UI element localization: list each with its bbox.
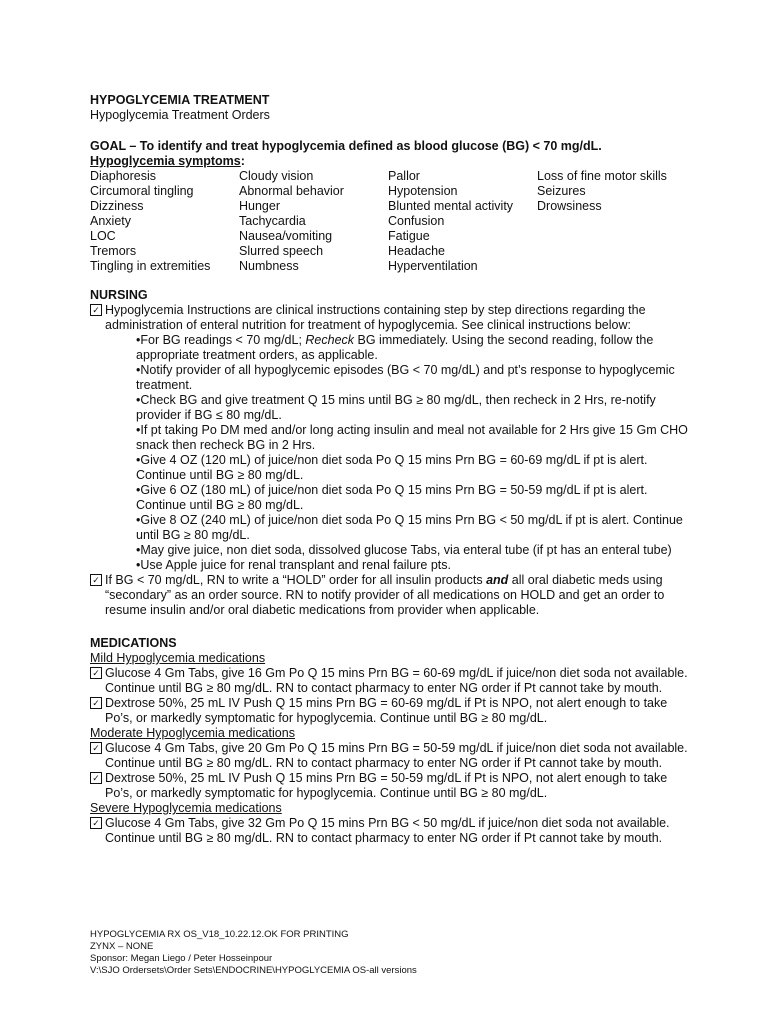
symptom-cell: Hyperventilation [388, 259, 478, 273]
symptom-cell: Loss of fine motor skills [537, 169, 667, 183]
symptom-cell: Tingling in extremities [90, 259, 211, 273]
symptom-cell: Dizziness [90, 199, 144, 213]
medications-heading: MEDICATIONS [90, 636, 177, 650]
list-item: •May give juice, non diet soda, dissolved glucose Tabs, via enteral tube (if pt has an enteral tube) [136, 543, 672, 557]
symptom-cell: LOC [90, 229, 116, 243]
severe-med-order-1: ✓ Glucose 4 Gm Tabs, give 32 Gm Po Q 15 mins Prn BG < 50 mg/dL if juice/non diet soda not available. Continue until BG ≥ 80 mg/dL. RN to contact pharmacy to enter NG order if Pt cannot take by mouth. [90, 816, 690, 846]
symptom-cell: Abnormal behavior [239, 184, 344, 198]
symptoms-heading-line: Hypoglycemia symptoms: [90, 154, 245, 168]
symptoms-heading: Hypoglycemia symptoms [90, 154, 241, 168]
symptom-cell: Pallor [388, 169, 420, 183]
list-item: •Notify provider of all hypoglycemic episodes (BG < 70 mg/dL) and pt’s response to hypoglycemic treatment. [136, 363, 675, 392]
symptom-cell: Blunted mental activity [388, 199, 514, 213]
symptom-cell [537, 259, 686, 274]
symptom-cell [537, 229, 686, 244]
list-item: •Give 8 OZ (240 mL) of juice/non diet soda Po Q 15 mins Prn BG < 50 mg/dL if pt is alert. Continue until BG ≥ 80 mg/dL. [136, 513, 683, 542]
symptom-cell: Numbness [239, 259, 299, 273]
moderate-med-order-2: ✓ Dextrose 50%, 25 mL IV Push Q 15 mins Prn BG = 50-59 mg/dL if Pt is NPO, not alert enough to take Po’s, or markedly symptomatic for hypoglycemia. Continue until BG ≥ 80 mg/dL. [90, 771, 690, 801]
document-footer [90, 929, 417, 977]
symptom-cell: Headache [388, 244, 445, 258]
symptom-cell: Nausea/vomiting [239, 229, 333, 243]
mild-medications-heading: Mild Hypoglycemia medications [90, 651, 266, 665]
symptom-cell: Hunger [239, 199, 280, 213]
nursing-heading: NURSING [90, 288, 148, 302]
footer-line: ZYNX – NONE [90, 941, 154, 952]
checked-checkbox-icon[interactable]: ✓ [90, 304, 102, 316]
checked-checkbox-icon[interactable]: ✓ [90, 817, 102, 829]
symptom-cell: Tachycardia [239, 214, 306, 228]
symptom-cell: Diaphoresis [90, 169, 157, 183]
symptom-cell: Slurred speech [239, 244, 324, 258]
document-subtitle: Hypoglycemia Treatment Orders [90, 108, 270, 122]
list-item: •Give 4 OZ (120 mL) of juice/non diet soda Po Q 15 mins Prn BG = 60-69 mg/dL if pt is alert. Continue until BG ≥ 80 mg/dL. [136, 453, 648, 482]
mild-med-order-1: ✓ Glucose 4 Gm Tabs, give 16 Gm Po Q 15 mins Prn BG = 60-69 mg/dL if juice/non diet soda not available. Continue until BG ≥ 80 mg/dL. RN to contact pharmacy to enter NG order if Pt cannot take by mouth. [90, 666, 690, 696]
document-body [90, 93, 690, 846]
checked-checkbox-icon[interactable]: ✓ [90, 574, 102, 586]
symptom-cell: Drowsiness [537, 199, 602, 213]
checked-checkbox-icon[interactable]: ✓ [90, 742, 102, 754]
symptoms-table [90, 169, 690, 274]
symptom-cell: Confusion [388, 214, 445, 228]
list-item: •Give 6 OZ (180 mL) of juice/non diet soda Po Q 15 mins Prn BG = 50-59 mg/dL if pt is alert. Continue until BG ≥ 80 mg/dL. [136, 483, 648, 512]
symptom-cell: Cloudy vision [239, 169, 314, 183]
symptom-cell: Tremors [90, 244, 137, 258]
footer-line: V:\SJO Ordersets\Order Sets\ENDOCRINE\HYPOGLYCEMIA OS-all versions [90, 965, 417, 976]
goal-statement: GOAL – To identify and treat hypoglycemia defined as blood glucose (BG) < 70 mg/dL. [90, 139, 602, 153]
moderate-medications-heading: Moderate Hypoglycemia medications [90, 726, 295, 740]
list-item: •Check BG and give treatment Q 15 mins until BG ≥ 80 mg/dL, then recheck in 2 Hrs, re-notify provider if BG ≤ 80 mg/dL. [136, 393, 656, 422]
checked-checkbox-icon[interactable]: ✓ [90, 772, 102, 784]
symptom-cell: Seizures [537, 184, 586, 198]
mild-med-order-2: ✓ Dextrose 50%, 25 mL IV Push Q 15 mins Prn BG = 60-69 mg/dL if Pt is NPO, not alert enough to take Po’s, or markedly symptomatic for hypoglycemia. Continue until BG ≥ 80 mg/dL. [90, 696, 690, 726]
nursing-instructions-list [90, 333, 690, 573]
list-item: •If pt taking Po DM med and/or long acting insulin and meal not available for 2 Hrs give 15 Gm CHO snack then recheck BG in 2 Hrs. [136, 423, 688, 452]
footer-line: Sponsor: Megan Liego / Peter Hosseinpour [90, 953, 273, 964]
symptom-cell [537, 214, 686, 229]
nursing-order-1: ✓ Hypoglycemia Instructions are clinical instructions containing step by step directions regarding the administration of enteral nutrition for treatment of hypoglycemia. See clinical instructions below: [90, 303, 690, 333]
document-title: HYPOGLYCEMIA TREATMENT [90, 93, 270, 107]
checked-checkbox-icon[interactable]: ✓ [90, 697, 102, 709]
list-item: •For BG readings < 70 mg/dL; Recheck BG immediately. Using the second reading, follow the appropriate treatment orders, as applicable. [136, 333, 654, 362]
symptom-cell: Anxiety [90, 214, 131, 228]
footer-line: HYPOGLYCEMIA RX OS_V18_10.22.12.OK FOR PRINTING [90, 929, 349, 940]
symptom-cell [537, 244, 686, 259]
symptom-cell: Fatigue [388, 229, 430, 243]
checked-checkbox-icon[interactable]: ✓ [90, 667, 102, 679]
symptom-cell: Hypotension [388, 184, 458, 198]
symptom-cell: Circumoral tingling [90, 184, 194, 198]
severe-medications-heading: Severe Hypoglycemia medications [90, 801, 282, 815]
moderate-med-order-1: ✓ Glucose 4 Gm Tabs, give 20 Gm Po Q 15 mins Prn BG = 50-59 mg/dL if juice/non diet soda not available. Continue until BG ≥ 80 mg/dL. RN to contact pharmacy to enter NG order if Pt cannot take by mouth. [90, 741, 690, 771]
list-item: •Use Apple juice for renal transplant and renal failure pts. [136, 558, 451, 572]
nursing-order-2: ✓ If BG < 70 mg/dL, RN to write a “HOLD” order for all insulin products and all oral diabetic meds using “secondary” as an order source. RN to notify provider of all medications on HOLD and get an order to resume insulin and/or oral diabetic medications from provider when applicable. [90, 573, 690, 618]
